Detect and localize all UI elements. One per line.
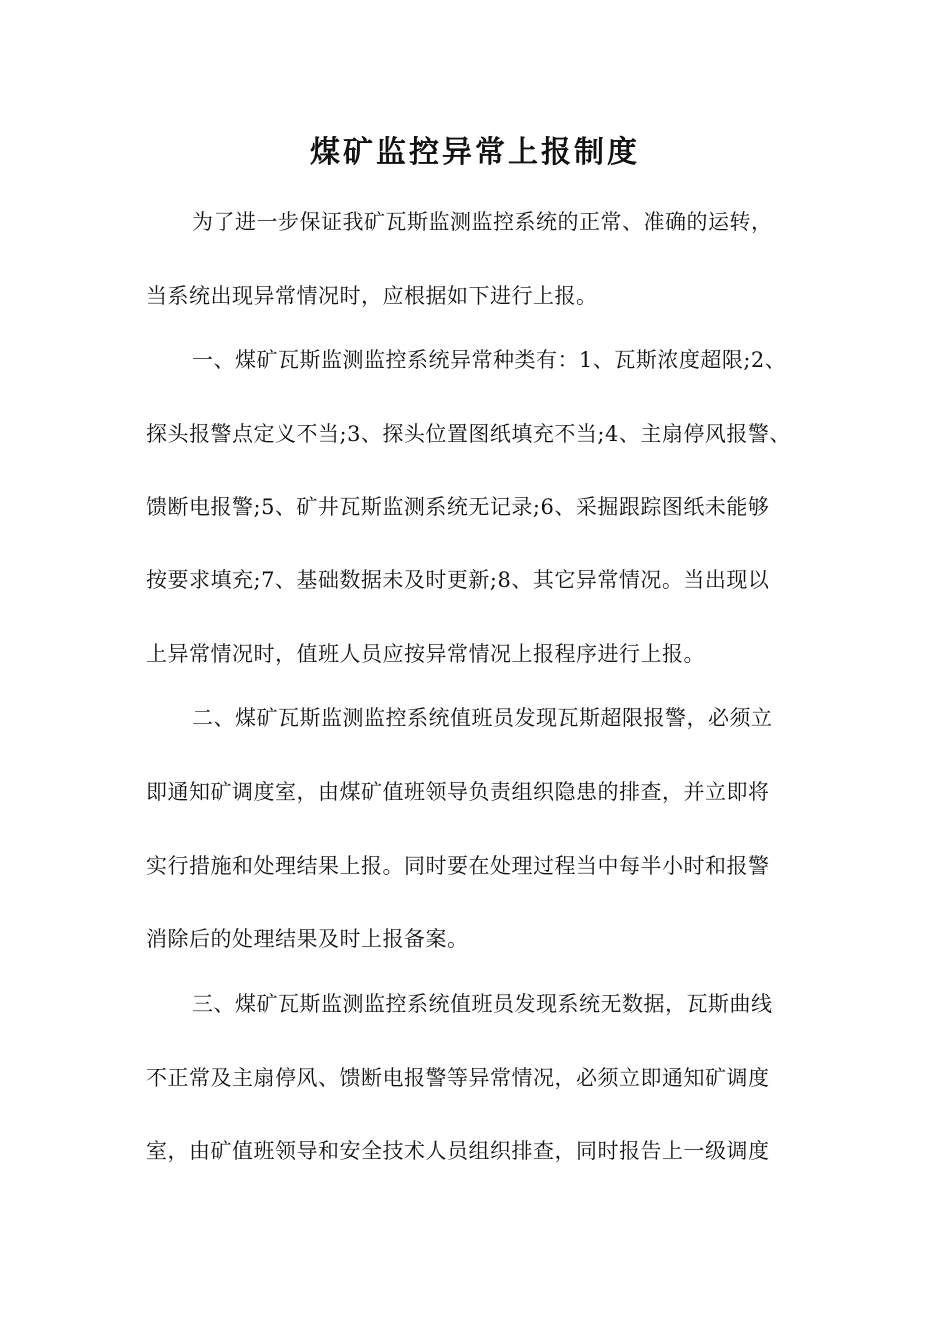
paragraph-line: 不正常及主扇停风、馈断电报警等异常情况，必须立即通知矿调度	[146, 1066, 770, 1090]
paragraph-line: 二、煤矿瓦斯监测监控系统值班员发现瓦斯超限报警，必须立	[192, 706, 773, 730]
paragraph-line: 即通知矿调度室，由煤矿值班领导负责组织隐患的排查，并立即将	[146, 780, 770, 804]
paragraph-line: 一、煤矿瓦斯监测监控系统异常种类有：1、瓦斯浓度超限;2、	[192, 348, 787, 372]
paragraph-line: 上异常情况时，值班人员应按异常情况上报程序进行上报。	[146, 642, 705, 666]
document-title: 煤矿监控异常上报制度	[310, 135, 640, 170]
paragraph-line: 实行措施和处理结果上报。同时要在处理过程当中每半小时和报警	[146, 854, 770, 878]
paragraph-line: 三、煤矿瓦斯监测监控系统值班员发现系统无数据，瓦斯曲线	[192, 992, 773, 1016]
paragraph-line: 室，由矿值班领导和安全技术人员组织排查，同时报告上一级调度	[146, 1139, 770, 1163]
paragraph-line: 按要求填充;7、基础数据未及时更新;8、其它异常情况。当出现以	[146, 568, 770, 592]
paragraph-line: 馈断电报警;5、矿井瓦斯监测系统无记录;6、采掘跟踪图纸未能够	[146, 495, 770, 519]
paragraph-line: 探头报警点定义不当;3、探头位置图纸填充不当;4、主扇停风报警、	[146, 422, 791, 446]
paragraph-line: 为了进一步保证我矿瓦斯监测监控系统的正常、准确的运转，	[192, 210, 773, 234]
paragraph-line: 消除后的处理结果及时上报备案。	[146, 927, 469, 951]
paragraph-line: 当系统出现异常情况时，应根据如下进行上报。	[146, 284, 598, 308]
